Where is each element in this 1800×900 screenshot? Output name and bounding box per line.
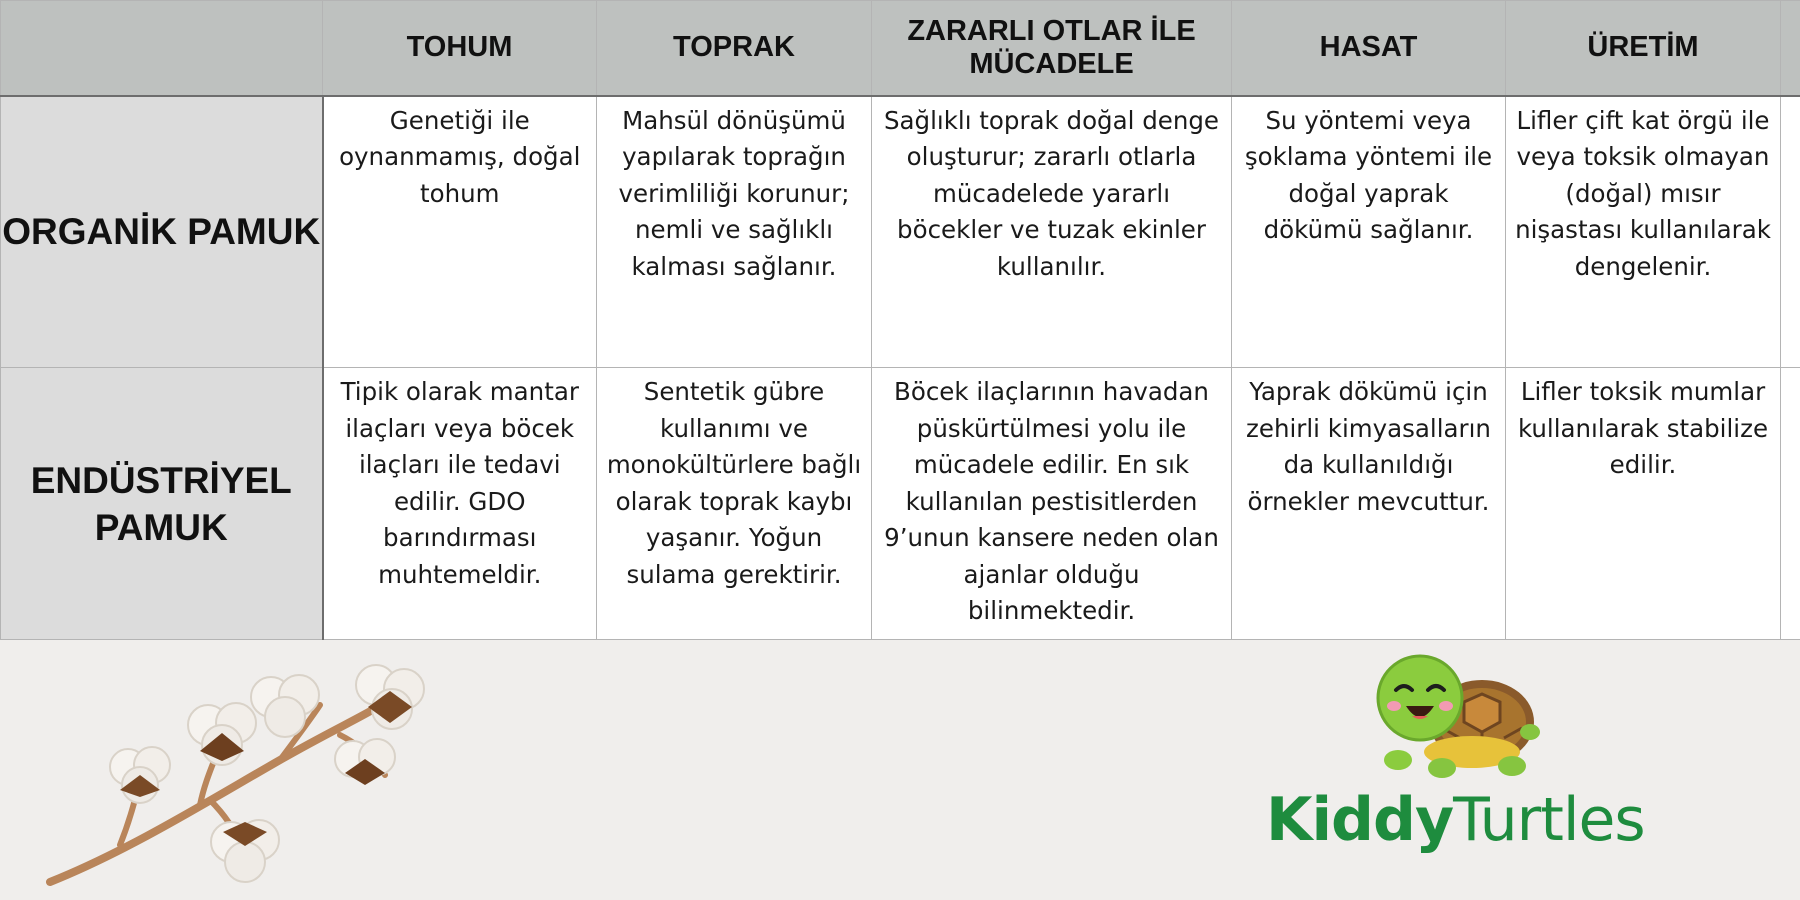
table-row	[1, 368, 1800, 640]
logo-text-part1: Kiddy	[1266, 785, 1454, 855]
table-cell: Lifler toksik mumlar kullanılarak stabilize edilir.	[1506, 368, 1781, 640]
table-cell: Lifler çift kat örgü ile veya toksik olmayan (doğal) mısır nişastası kullanılarak dengelenir.	[1506, 96, 1781, 368]
table-header-row	[1, 1, 1800, 96]
row-header: ORGANİK PAMUK	[1, 96, 323, 368]
column-header: HASAT	[1232, 1, 1506, 96]
table-row	[1, 96, 1800, 368]
column-header: ZARARLI OTLAR İLE MÜCADELE	[872, 1, 1232, 96]
column-header: TOHUM	[323, 1, 597, 96]
table-cell: Sentetik gübre kullanımı ve monokültürlere bağlı olarak toprak kaybı yaşanır. Yoğun sulama gerektirir.	[597, 368, 872, 640]
table-corner-cell	[1, 1, 323, 96]
table-cell: Genetiği ile oynanmamış, doğal tohum	[323, 96, 597, 368]
table-cell: Sağlıklı toprak doğal denge oluşturur; zararlı otlarla mücadelede yararlı böcekler ve tuzak ekinler kullanılır.	[872, 96, 1232, 368]
kiddyturtles-logo	[1266, 785, 1645, 855]
table-cell: Böcek ilaçlarının havadan püskürtülmesi yolu ile mücadele edilir. En sık kullanılan pestisitlerden 9’unun kansere neden olan ajanlar olduğu bilinmektedir.	[872, 368, 1232, 640]
turtle-mascot-icon	[1372, 650, 1540, 785]
cotton-branch-illustration	[40, 650, 480, 895]
table-cell: Yaprak dökümü için zehirli kimyasalların da kullanıldığı örnekler mevcuttur.	[1232, 368, 1506, 640]
column-header: ÜRETİM	[1506, 1, 1781, 96]
logo-text-part2: Turtles	[1453, 785, 1645, 855]
column-header: TOPRAK	[597, 1, 872, 96]
table-cell: Tipik olarak mantar ilaçları veya böcek ilaçları ile tedavi edilir. GDO barındırması muhtemeldir.	[323, 368, 597, 640]
table-cell: Mahsül dönüşümü yapılarak toprağın verimliliği korunur; nemli ve sağlıklı kalması sağlanır.	[597, 96, 872, 368]
table-cell-stub	[1781, 368, 1800, 640]
column-header-stub	[1781, 1, 1800, 96]
table-cell-stub	[1781, 96, 1800, 368]
table-cell: Su yöntemi veya şoklama yöntemi ile doğal yaprak dökümü sağlanır.	[1232, 96, 1506, 368]
row-header: ENDÜSTRİYEL PAMUK	[1, 368, 323, 640]
